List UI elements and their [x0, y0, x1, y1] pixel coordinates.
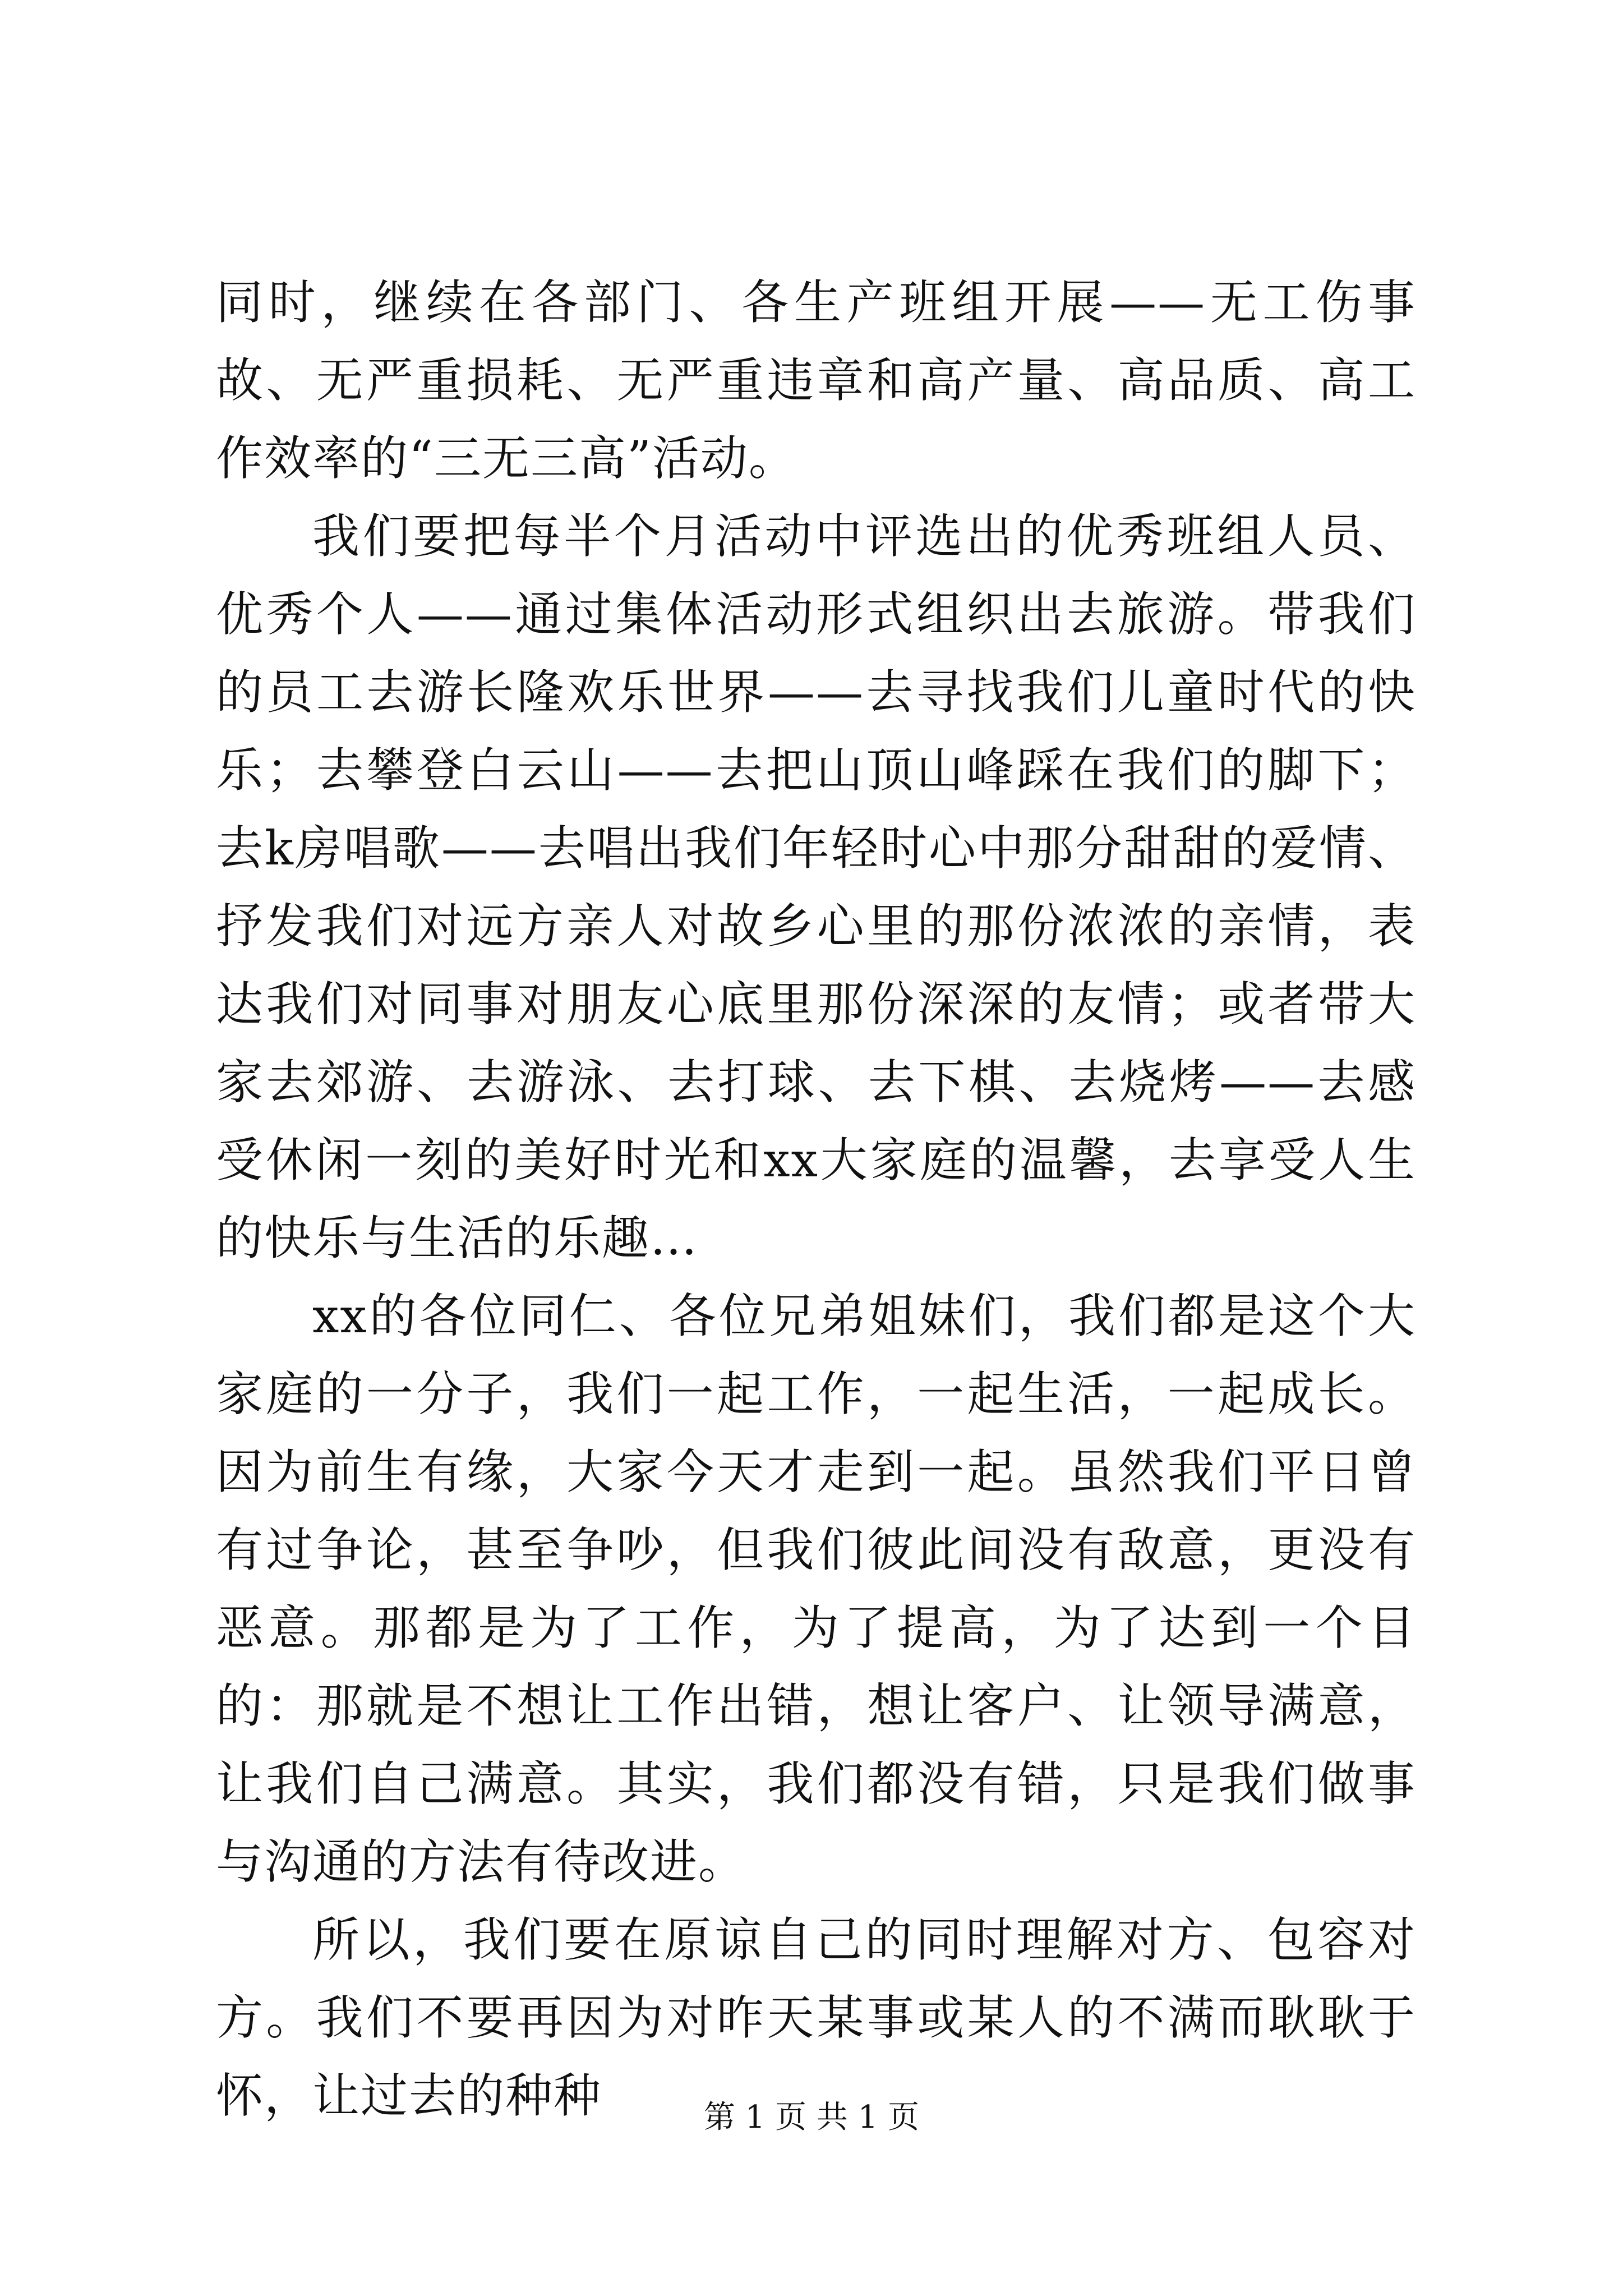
page-footer — [0, 2098, 1623, 2137]
paragraph-2: 我们要把每半个月活动中评选出的优秀班组人员、优秀个人——通过集体活动形式组织出去旅游。带我们的员工去游长隆欢乐世界——去寻找我们儿童时代的快乐；去攀登白云山——去把山顶山峰踩在我们的脚下；去k房唱歌——去唱出我们年轻时心中那分甜甜的爱情、抒发我们对远方亲人对故乡心里的那份浓浓的亲情，表达我们对同事对朋友心底里那份深深的友情；或者带大家去郊游、去游泳、去打球、去下棋、去烧烤——去感受休闲一刻的美好时光和xx大家庭的温馨，去享受人生的快乐与生活的乐趣… — [216, 509, 1416, 1266]
page-number-label: 第 1 页 共 1 页 — [703, 2099, 920, 2136]
paragraph-3: xx的各位同仁、各位兄弟姐妹们，我们都是这个大家庭的一分子，我们一起工作，一起生活，一起成长。因为前生有缘，大家今天才走到一起。虽然我们平日曾有过争论，甚至争吵，但我们彼此间没有敌意，更没有恶意。那都是为了工作，为了提高，为了达到一个目的：那就是不想让工作出错，想让客户、让领导满意，让我们自己满意。其实，我们都没有错，只是我们做事与沟通的方法有待改进。 — [216, 1289, 1416, 1889]
paragraph-4: 所以，我们要在原谅自己的同时理解对方、包容对方。我们不要再因为对昨天某事或某人的不满而耿耿于怀，让过去的种种 — [216, 1912, 1416, 2123]
paragraph-1: 同时，继续在各部门、各生产班组开展——无工伤事故、无严重损耗、无严重违章和高产量、高品质、高工作效率的“三无三高”活动。 — [216, 275, 1416, 486]
document-body — [216, 264, 1416, 2135]
